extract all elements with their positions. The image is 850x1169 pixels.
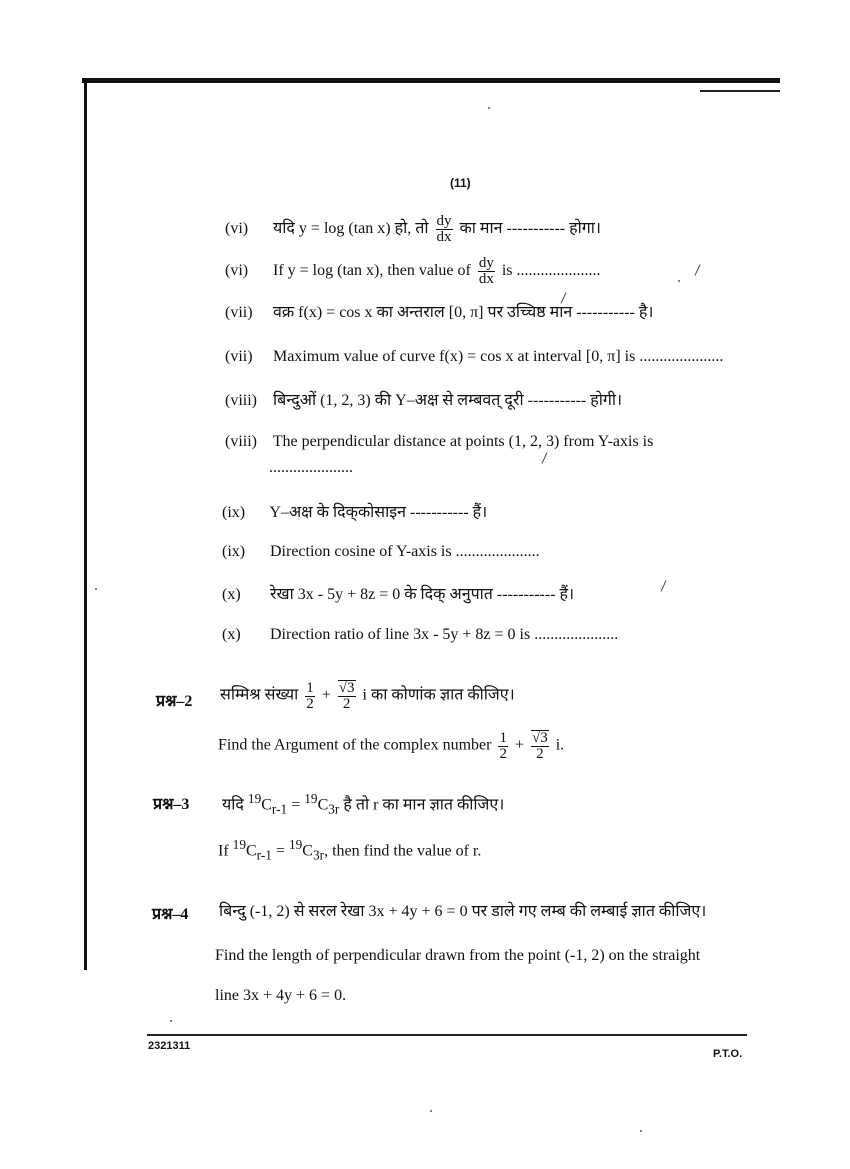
sub-r-minus-1: r-1	[256, 847, 272, 863]
item-vi-hindi	[225, 214, 601, 245]
item-text: The perpendicular distance at points (1, 2, 3) from Y-axis is	[272, 433, 654, 450]
item-text: वक्र f(x) = cos x का अन्तराल [0, π] पर उच्चिष्ठ मान ----------- है।	[273, 304, 654, 321]
fraction-numerator: 1	[306, 679, 314, 696]
fraction-denominator: 2	[306, 695, 314, 712]
item-vii-hindi	[225, 303, 653, 323]
fraction-numerator: 1	[499, 729, 507, 746]
paper-code: 2321311	[148, 1040, 191, 1052]
fraction-denominator: 2	[536, 746, 544, 762]
item-number: (vi)	[225, 220, 249, 238]
scan-speck	[95, 588, 97, 590]
item-text-b: का मान ----------- होगा।	[459, 220, 601, 238]
fraction-denominator: dx	[478, 271, 494, 287]
scan-mark	[542, 452, 548, 463]
root3-fraction	[531, 730, 549, 762]
pto-label: P.T.O.	[713, 1048, 743, 1060]
item-number: (ix)	[222, 504, 246, 521]
fraction-numerator: dy	[478, 255, 494, 271]
item-number: (viii)	[225, 392, 257, 409]
item-number: (ix)	[222, 543, 246, 560]
item-x-hindi	[222, 585, 574, 605]
left-margin-line	[84, 80, 87, 970]
footer-rule	[147, 1034, 747, 1036]
top-border-line-secondary	[700, 90, 780, 92]
question-4-english-line1: Find the length of perpendicular drawn from the point (-1, 2) on the straight	[215, 947, 701, 964]
question-4-hindi: बिन्दु (-1, 2) से सरल रेखा 3x + 4y + 6 = 0 पर डाले गए लम्ब की लम्बाई ज्ञात कीजिए।	[219, 903, 707, 920]
combination-c: C	[245, 842, 257, 860]
combination-c: C	[317, 796, 329, 814]
item-ix-hindi	[222, 503, 487, 523]
item-x-english	[222, 625, 618, 645]
question-3-label: प्रश्न–3	[153, 796, 190, 813]
scan-mark	[561, 292, 567, 303]
fraction-denominator: dx	[436, 229, 452, 245]
item-viii-english	[225, 432, 653, 452]
q3-hindi-text-b: है तो r का मान ज्ञात कीजिए।	[343, 796, 505, 814]
item-text: बिन्दुओं (1, 2, 3) की Y–अक्ष से लम्बवत् दूरी ----------- होगी।	[273, 392, 623, 409]
item-viii-continuation: .....................	[269, 459, 353, 476]
fraction-denominator: 2	[499, 745, 507, 762]
item-number: (viii)	[225, 433, 257, 450]
equals-sign: =	[291, 796, 301, 814]
fraction-numerator: √3	[531, 730, 548, 746]
question-2-label: प्रश्न–2	[156, 693, 193, 710]
question-4-label: प्रश्न–4	[152, 906, 189, 923]
sub-3r: 3r	[328, 801, 340, 817]
sub-r-minus-1: r-1	[271, 801, 288, 817]
q2-hindi-text-b: i का कोणांक ज्ञात कीजिए।	[362, 686, 515, 704]
page-number: (11)	[450, 176, 471, 190]
item-number: (x)	[222, 586, 241, 603]
item-ix-english	[222, 542, 540, 562]
plus-sign: +	[321, 686, 331, 704]
item-number: (vii)	[225, 304, 253, 321]
question-3-hindi	[222, 789, 504, 820]
root3-fraction	[338, 680, 356, 712]
question-3-english	[218, 835, 481, 866]
item-text-a: If y = log (tan x), then value of	[273, 262, 471, 280]
q2-hindi-text-a: सम्मिश्र संख्या	[220, 686, 299, 704]
question-2-english	[218, 730, 564, 762]
dy-dx-fraction	[478, 256, 495, 287]
dy-dx-fraction	[436, 214, 453, 245]
item-text: Y–अक्ष के दिक्‌कोसाइन ----------- हैं।	[269, 504, 488, 521]
sup-19: 19	[304, 791, 318, 806]
scan-mark	[661, 580, 667, 591]
question-2-hindi	[220, 680, 515, 712]
question-4-english-line2: line 3x + 4y + 6 = 0.	[215, 987, 347, 1004]
combination-c: C	[302, 842, 313, 860]
sup-19: 19	[288, 837, 303, 852]
item-text-b: is .....................	[501, 262, 601, 280]
half-fraction	[305, 681, 315, 712]
fraction-numerator: √3	[338, 680, 355, 696]
q2-english-text-a: Find the Argument of the complex number	[218, 736, 492, 754]
plus-sign: +	[514, 736, 524, 754]
item-text: Maximum value of curve f(x) = cos x at interval [0, π] is .....................	[273, 348, 724, 365]
item-text: Direction cosine of Y-axis is .....................	[270, 543, 540, 560]
item-viii-hindi	[225, 391, 622, 411]
item-text: Direction ratio of line 3x - 5y + 8z = 0 is .....................	[270, 626, 619, 643]
item-number: (vii)	[225, 348, 253, 365]
half-fraction	[498, 731, 508, 762]
q2-english-text-b: i.	[555, 736, 565, 754]
top-border-line	[82, 78, 780, 83]
item-vi-english	[225, 256, 601, 287]
combination-c: C	[261, 796, 272, 814]
item-number: (vi)	[225, 262, 249, 280]
scan-speck	[170, 1020, 172, 1022]
item-text: रेखा 3x - 5y + 8z = 0 के दिक् अनुपात ----------- हैं।	[270, 586, 575, 603]
equals-sign: =	[275, 842, 285, 860]
q3-english-text-b: , then find the value of r.	[324, 842, 482, 860]
scan-speck	[640, 1130, 642, 1132]
scan-speck	[488, 107, 490, 109]
scan-speck	[678, 280, 680, 282]
sup-19: 19	[232, 837, 246, 852]
scan-speck	[430, 1110, 432, 1112]
scan-mark	[695, 264, 701, 275]
q3-hindi-text-a: यदि	[222, 796, 244, 814]
q3-english-text-a: If	[218, 842, 229, 860]
fraction-numerator: dy	[436, 213, 452, 229]
sup-19: 19	[247, 791, 262, 806]
item-number: (x)	[222, 626, 241, 643]
item-text-a: यदि y = log (tan x) हो, तो	[273, 220, 429, 238]
fraction-denominator: 2	[342, 696, 351, 712]
item-vii-english	[225, 347, 723, 367]
sub-3r: 3r	[312, 847, 325, 863]
